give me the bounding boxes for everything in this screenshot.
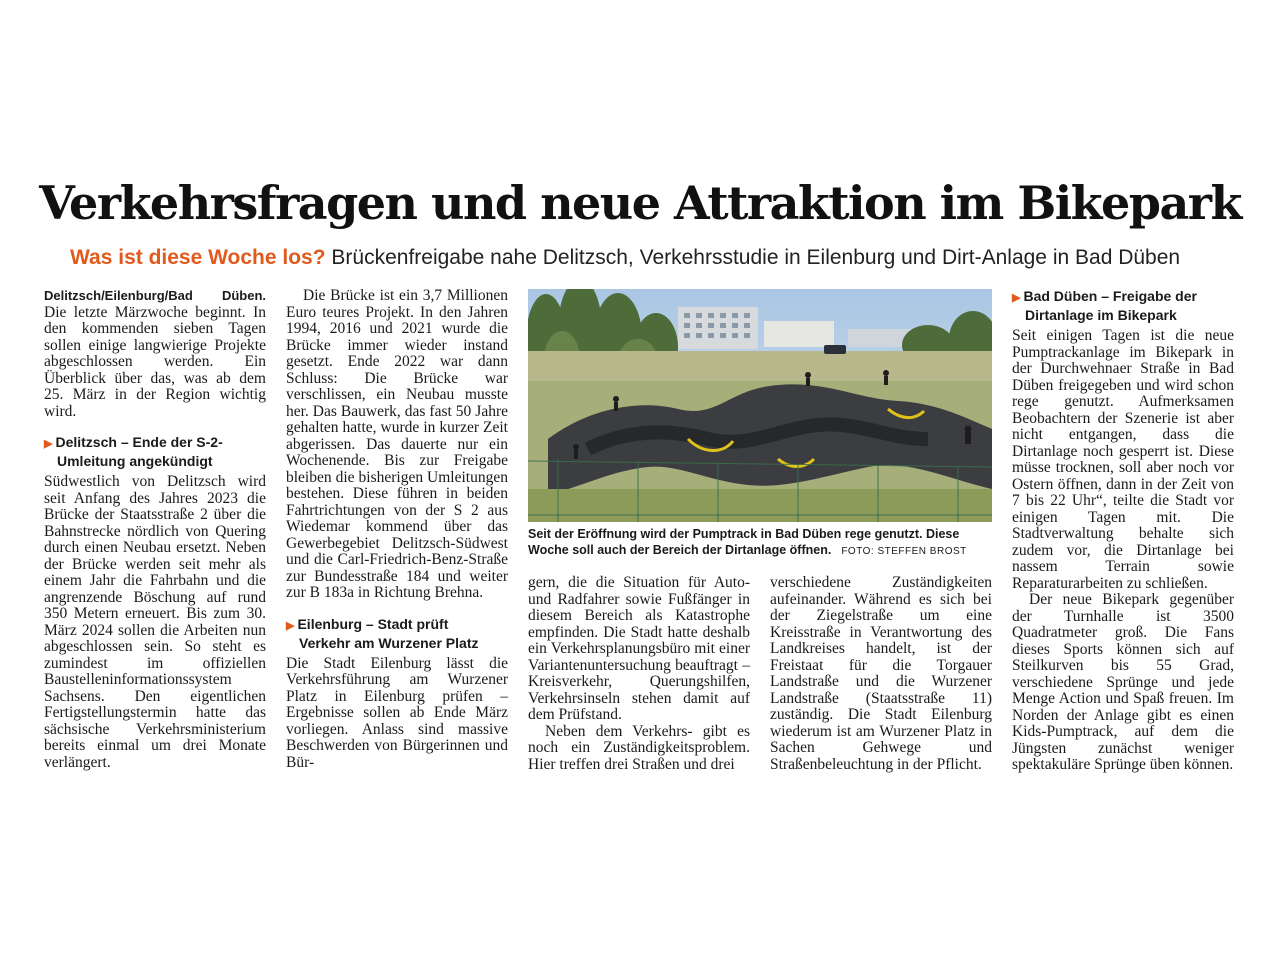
dateline: Delitzsch/Eilenburg/Bad Düben. xyxy=(44,288,266,303)
photo-credit: FOTO: STEFFEN BROST xyxy=(841,546,967,557)
triangle-bullet-icon: ▶ xyxy=(44,438,53,450)
article-column-4 xyxy=(770,575,992,773)
subheadline-kicker: Was ist diese Woche los? xyxy=(70,246,326,269)
section-heading-line: Umleitung angekündigt xyxy=(57,453,213,469)
headline: Verkehrsfragen und neue Attraktion im Bikepark xyxy=(39,176,1241,230)
section-heading-line: Bad Düben – Freigabe der xyxy=(1023,288,1197,304)
pumptrack-photo xyxy=(528,289,992,522)
subheadline-text: Brückenfreigabe nahe Delitzsch, Verkehrsstudie in Eilenburg und Dirt-Anlage in Bad Düben xyxy=(331,246,1181,269)
article-column-1 xyxy=(44,288,266,771)
photo-caption-text: Seit der Eröffnung wird der Pumptrack in Bad Düben rege genutzt. Diese Woche soll auch der Bereich der Dirtanlage öffnen. xyxy=(528,527,960,557)
pumptrack-photo-image xyxy=(528,289,992,522)
article-column-5 xyxy=(1012,288,1234,774)
section-heading-delitzsch xyxy=(44,434,266,470)
intro-text: Die letzte Märzwoche beginnt. In den kommenden sieben Tagen sollen einige langwierige Projekte abgeschlossen werden. Ein Überblick über das, was ab dem 25. März in der Region wichtig wird. xyxy=(44,303,266,420)
section-heading-eilenburg xyxy=(286,616,508,652)
body-paragraph: Südwestlich von Delitzsch wird seit Anfang des Jahres 2023 die Brücke der Staatsstraße 2 über die Bahnstrecke nördlich von Quering durch einen Neubau ersetzt. Neben der Brücke werden seit mehr als einem Jahr die Fahrbahn und die angrenzende Böschung auf rund 350 Metern erneuert. Bis zum 30. März 2024 sollen die Arbeiten nun abgeschlossen sein. So steht es zumindest im offiziellen Baustelleninformationssystem Sachsens. Den eigentlichen Fertigstellungstermin hatte das sächsische Verkehrsministerium bereits einmal um drei Monate verlängert. xyxy=(44,473,266,771)
body-paragraph: Neben dem Verkehrs- gibt es noch ein Zuständigkeitsproblem. Hier treffen drei Straßen und drei xyxy=(528,722,750,773)
body-paragraph: gern, die die Situation für Auto- und Radfahrer sowie Fußfänger in diesem Bereich als Katastrophe empfinden. Die Stadt hatte deshalb ein Verkehrsplanungsbüro mit einer Variantenuntersuchung beauftragt –Kreisverkehr, Querungshilfen, Verkehrsinseln stehen damit auf dem Prüfstand. xyxy=(528,574,750,723)
subheadline xyxy=(70,244,1230,272)
body-paragraph: verschiedene Zuständigkeiten aufeinander. Während es sich bei der Ziegelstraße um eine Kreisstraße in Verantwortung des Landkreises handelt, ist der Freistaat für die Torgauer Landstraße und die Wurzener Landstraße (Staatsstraße 11) zuständig. Die Stadt Eilenburg wiederum ist am Wurzener Platz in Sachen Gehwege und Straßenbeleuchtung in der Pflicht. xyxy=(770,574,992,773)
section-heading-bad-dueben xyxy=(1012,288,1234,324)
section-heading-line: Dirtanlage im Bikepark xyxy=(1025,307,1177,323)
intro-paragraph xyxy=(44,288,266,420)
body-paragraph: Die Stadt Eilenburg lässt die Verkehrsführung am Wurzener Platz in Eilenburg prüfen – Ergebnisse sollen ab Ende März vorliegen. Anlass sind massive Beschwerden von Bürgerinnen und Bür- xyxy=(286,654,508,771)
triangle-bullet-icon: ▶ xyxy=(286,619,295,632)
article-column-3 xyxy=(528,575,750,773)
section-heading-line: Eilenburg – Stadt prüft xyxy=(297,615,449,632)
body-paragraph: Seit einigen Tagen ist die neue Pumptrackanlage im Bikepark in der Durchwehnaer Straße in Bad Düben freigegeben und wird schon rege genutzt. Aufmerksamen Beobachtern der Szenerie ist aber nicht entgangen, dass die Dirtanlage noch gesperrt ist. Diese müsse trocknen, soll aber noch vor Ostern öffnen, dann in der Zeit von 7 bis 22 Uhr“, teilte die Stadt vor einigen Tagen mit. Die Stadtverwaltung behalte sich zudem vor, die Dirtanlage bei nassem Terrain sowie Reparaturarbeiten zu schließen. xyxy=(1012,327,1234,592)
article-column-2 xyxy=(286,288,508,771)
body-paragraph: Der neue Bikepark gegenüber der Turnhalle ist 3500 Quadratmeter groß. Die Fans dieses Sports können sich auf Steilkurven bis 55 Grad, verschiedene Sprünge und jede Menge Action und Spaß freuen. Im Norden der Anlage gibt es einen Kids-Pumptrack, auf dem die Jüngsten zunächst weniger spektakuläre Sprünge üben können. xyxy=(1012,591,1234,773)
body-paragraph: Die Brücke ist ein 3,7 Millionen Euro teures Projekt. In den Jahren 1994, 2016 und 2021 wurde die Brücke immer wieder instand gesetzt. Ende 2022 war dann Schluss: Die Brücke war verschlissen, ein Neubau musste her. Das Bauwerk, das fast 50 Jahre gehalten hatte, wurde in kurzer Zeit abgerissen. Das dauerte nur ein Wochenende. Bis zur Freigabe bleiben die bisherigen Umleitungen bestehen. Diese führen in beiden Fahrtrichtungen von der S 2 aus Wiedemar kommend über das Gewerbegebiet Delitzsch-Südwest und die Carl-Friedrich-Benz-Straße zur Bundesstraße 184 und weiter zur B 183a in Richtung Brehna. xyxy=(286,287,508,601)
section-heading-line: Delitzsch – Ende der S-2- xyxy=(55,434,223,450)
photo-caption xyxy=(528,526,992,560)
triangle-bullet-icon: ▶ xyxy=(1012,292,1021,304)
section-heading-line: Verkehr am Wurzener Platz xyxy=(299,634,479,651)
